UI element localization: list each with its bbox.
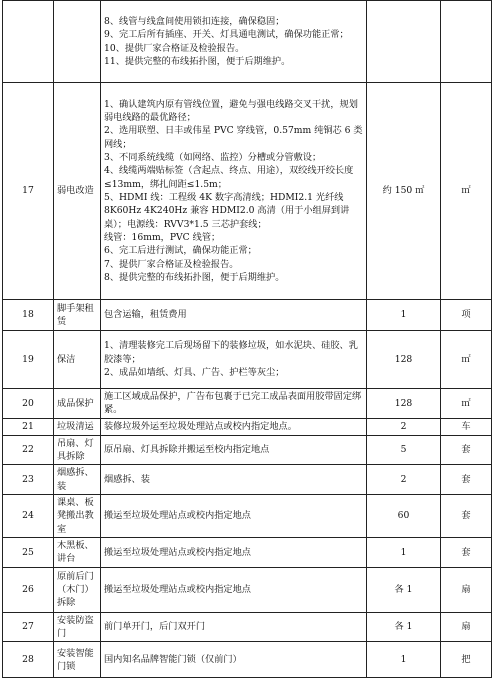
quantity-cell: 约 150 ㎡ — [367, 83, 441, 300]
row-number-cell: 22 — [3, 435, 54, 465]
row-number-cell: 24 — [3, 495, 54, 538]
row-number-cell: 25 — [3, 538, 54, 568]
item-name-cell: 安装防盗门 — [54, 612, 101, 642]
description-line: 烟感拆、装 — [104, 474, 150, 486]
description-cell — [101, 300, 367, 331]
description-line: 10、提供厂家合格证及检验报告。 — [104, 42, 245, 54]
quantity-cell: 2 — [367, 465, 441, 495]
description-line: 原吊扇、灯具拆除并搬运至校内指定地点 — [104, 444, 270, 456]
item-name-cell: 脚手架租赁 — [54, 300, 101, 331]
description-line: 11、提供完整的布线拓扑图，便于后期维护。 — [104, 55, 291, 67]
table-row — [3, 495, 492, 538]
description-line: 3、不同系统线缆（如网络、监控）分槽或分管敷设； — [104, 151, 322, 163]
description-line: 8、提供完整的布线拓扑图，便于后期维护。 — [104, 272, 285, 284]
table-row — [3, 567, 492, 612]
row-number-cell: 20 — [3, 389, 54, 419]
item-name-cell — [54, 1, 101, 83]
quantity-cell: 1 — [367, 538, 441, 568]
quantity-cell: 各 1 — [367, 567, 441, 612]
description-line: 搬运至垃圾处理站点或校内指定地点 — [104, 546, 251, 558]
unit-cell: ㎡ — [441, 331, 492, 389]
description-line: 搬运至垃圾处理站点或校内指定地点 — [104, 584, 251, 596]
description-line: 1、清理装修完工后现场留下的装修垃圾，如水泥块、硅胶、乳胶漆等； — [104, 340, 358, 365]
unit-cell: 套 — [441, 495, 492, 538]
description-line: 国内知名品牌智能门锁（仅前门） — [104, 654, 242, 666]
quantity-cell: 2 — [367, 418, 441, 435]
item-name-cell: 原前后门（木门）拆除 — [54, 567, 101, 612]
table-row — [3, 331, 492, 389]
description-line: 2、成品如墙纸、灯具、广告、护栏等灰尘； — [104, 367, 285, 379]
row-number-cell: 21 — [3, 418, 54, 435]
description-cell — [101, 612, 367, 642]
unit-cell — [441, 1, 492, 83]
row-number-cell: 23 — [3, 465, 54, 495]
unit-cell: 把 — [441, 642, 492, 678]
unit-cell: 车 — [441, 418, 492, 435]
item-name-cell: 烟感拆、装 — [54, 465, 101, 495]
unit-cell: 扇 — [441, 612, 492, 642]
description-line: 2、选用联塑、日丰或伟星 PVC 穿线管，0.57mm 纯铜芯 6 类网线； — [104, 125, 363, 150]
description-line: 8、线管与线盒间使用锁扣连接，确保稳固； — [104, 15, 285, 27]
unit-cell: ㎡ — [441, 389, 492, 419]
description-line: 6、完工后进行测试，确保功能正常； — [104, 245, 257, 257]
row-number-cell: 18 — [3, 300, 54, 331]
description-cell — [101, 642, 367, 678]
description-line: 线管：16mm，PVC 线管； — [104, 232, 221, 244]
unit-cell: 项 — [441, 300, 492, 331]
description-line: 搬运至垃圾处理站点或校内指定地点 — [104, 510, 251, 522]
description-cell — [101, 83, 367, 300]
item-name-cell: 保洁 — [54, 331, 101, 389]
table-row — [3, 612, 492, 642]
description-cell — [101, 465, 367, 495]
description-line: 4、线缆两端贴标签（含起点、终点、用途），双绞线开绞长度≤13mm，绑扎间距≤1.5m； — [104, 165, 354, 190]
row-number-cell: 17 — [3, 83, 54, 300]
unit-cell: 套 — [441, 435, 492, 465]
description-line: 施工区域成品保护，广告布包裹于已完工成品表面用胶带固定绑紧。 — [104, 391, 362, 416]
quantity-cell: 5 — [367, 435, 441, 465]
unit-cell: 扇 — [441, 567, 492, 612]
quantity-cell: 60 — [367, 495, 441, 538]
quantity-cell: 各 1 — [367, 612, 441, 642]
description-line: 1、确认建筑内原有管线位置，避免与强电线路交叉干扰，规划弱电线路的最优路径； — [104, 98, 358, 123]
item-name-cell: 课桌、板凳搬出教室 — [54, 495, 101, 538]
description-line: 包含运输，租赁费用 — [104, 309, 187, 321]
description-cell — [101, 435, 367, 465]
table-row — [3, 83, 492, 300]
unit-cell: 套 — [441, 465, 492, 495]
item-name-cell: 成品保护 — [54, 389, 101, 419]
description-cell — [101, 1, 367, 83]
unit-cell: ㎡ — [441, 83, 492, 300]
description-cell — [101, 567, 367, 612]
description-cell — [101, 331, 367, 389]
quantity-cell: 128 — [367, 389, 441, 419]
item-name-cell: 垃圾清运 — [54, 418, 101, 435]
description-cell — [101, 538, 367, 568]
description-line: 5、HDMI 线：工程级 4K 数字高清线；HDMI2.1 光纤线 8K60Hz 4K240Hz 兼容 HDMI2.0 高清（用于小组屏到讲桌）；电源线：RVV3*1.5 三芯护套线； — [104, 192, 350, 230]
description-cell — [101, 389, 367, 419]
row-number-cell: 26 — [3, 567, 54, 612]
description-line: 9、完工后所有插座、开关、灯具通电测试，确保功能正常； — [104, 29, 349, 41]
description-line: 装修垃圾外运至垃圾处理站点或校内指定地点。 — [104, 421, 297, 433]
row-number-cell — [3, 1, 54, 83]
item-name-cell: 安装智能门锁 — [54, 642, 101, 678]
table-row — [3, 300, 492, 331]
table-row — [3, 642, 492, 678]
item-name-cell: 弱电改造 — [54, 83, 101, 300]
unit-cell: 套 — [441, 538, 492, 568]
description-line: 前门单开门，后门双开门 — [104, 621, 206, 633]
table-row — [3, 435, 492, 465]
item-name-cell: 木黑板、讲台 — [54, 538, 101, 568]
table-row — [3, 418, 492, 435]
description-cell — [101, 418, 367, 435]
row-number-cell: 28 — [3, 642, 54, 678]
quantity-cell: 128 — [367, 331, 441, 389]
table-row — [3, 465, 492, 495]
quantity-cell — [367, 1, 441, 83]
table-row — [3, 1, 492, 83]
description-line: 7、提供厂家合格证及检验报告。 — [104, 258, 239, 270]
quantity-cell: 1 — [367, 642, 441, 678]
table-row — [3, 389, 492, 419]
row-number-cell: 27 — [3, 612, 54, 642]
bill-of-quantities-table — [2, 0, 492, 678]
description-cell — [101, 495, 367, 538]
table-row — [3, 538, 492, 568]
row-number-cell: 19 — [3, 331, 54, 389]
item-name-cell: 吊扇、灯具拆除 — [54, 435, 101, 465]
quantity-cell: 1 — [367, 300, 441, 331]
